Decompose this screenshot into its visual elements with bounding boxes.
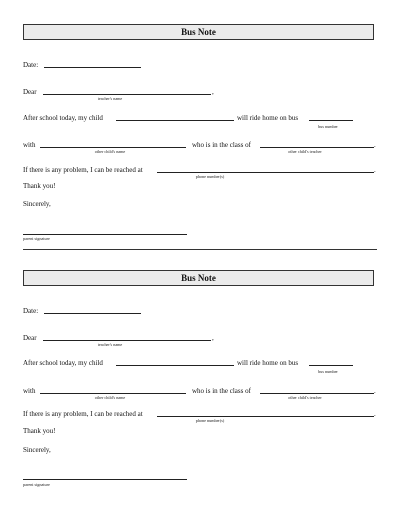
dear-comma: , [212, 88, 214, 96]
signature-field[interactable] [23, 479, 187, 480]
ride-label: will ride home on bus [237, 114, 299, 122]
date-label: Date: [23, 307, 39, 315]
phone-hint: phone number(s) [195, 174, 225, 179]
other-teacher-field[interactable] [260, 393, 374, 394]
class-label: who is in the class of [192, 141, 251, 149]
with-label: with [23, 387, 36, 395]
note-title: Bus Note [23, 24, 374, 40]
after-school-label: After school today, my child [23, 114, 103, 122]
phone-field[interactable] [157, 172, 374, 173]
note-title: Bus Note [23, 270, 374, 286]
signature-field[interactable] [23, 234, 187, 235]
other-child-hint: other child's name [94, 149, 126, 154]
thank-you: Thank you! [23, 182, 56, 190]
other-teacher-hint: other child's teacher [288, 149, 322, 154]
other-child-field[interactable] [40, 393, 186, 394]
sincerely: Sincerely, [23, 446, 51, 454]
class-label: who is in the class of [192, 387, 251, 395]
problem-label: If there is any problem, I can be reached at [23, 410, 143, 418]
dear-label: Dear [23, 334, 37, 342]
dear-comma: , [212, 334, 214, 342]
other-child-hint: other child's name [94, 395, 126, 400]
teacher-name-hint: teacher's name [97, 342, 123, 347]
teacher-name-field[interactable] [43, 94, 211, 95]
sincerely: Sincerely, [23, 200, 51, 208]
problem-label: If there is any problem, I can be reached at [23, 166, 143, 174]
bus-number-hint: bus number [318, 124, 338, 129]
bus-number-hint: bus number [318, 369, 338, 374]
period: . [374, 387, 376, 395]
teacher-name-hint: teacher's name [97, 96, 123, 101]
period: . [374, 410, 376, 418]
bus-number-field[interactable] [309, 120, 353, 121]
date-field[interactable] [44, 313, 141, 314]
child-name-field[interactable] [116, 120, 234, 121]
separator-line [23, 249, 377, 250]
other-teacher-hint: other child's teacher [288, 395, 322, 400]
signature-hint: parent signature [23, 236, 50, 241]
date-field[interactable] [44, 67, 141, 68]
other-teacher-field[interactable] [260, 147, 374, 148]
ride-label: will ride home on bus [237, 359, 299, 367]
bus-number-field[interactable] [309, 365, 353, 366]
dear-label: Dear [23, 88, 37, 96]
period: . [374, 166, 376, 174]
child-name-field[interactable] [116, 365, 234, 366]
other-child-field[interactable] [40, 147, 186, 148]
period: . [374, 141, 376, 149]
phone-field[interactable] [157, 416, 374, 417]
signature-hint: parent signature [23, 482, 50, 487]
phone-hint: phone number(s) [195, 418, 225, 423]
after-school-label: After school today, my child [23, 359, 103, 367]
teacher-name-field[interactable] [43, 340, 211, 341]
with-label: with [23, 141, 36, 149]
date-label: Date: [23, 61, 39, 69]
thank-you: Thank you! [23, 427, 56, 435]
